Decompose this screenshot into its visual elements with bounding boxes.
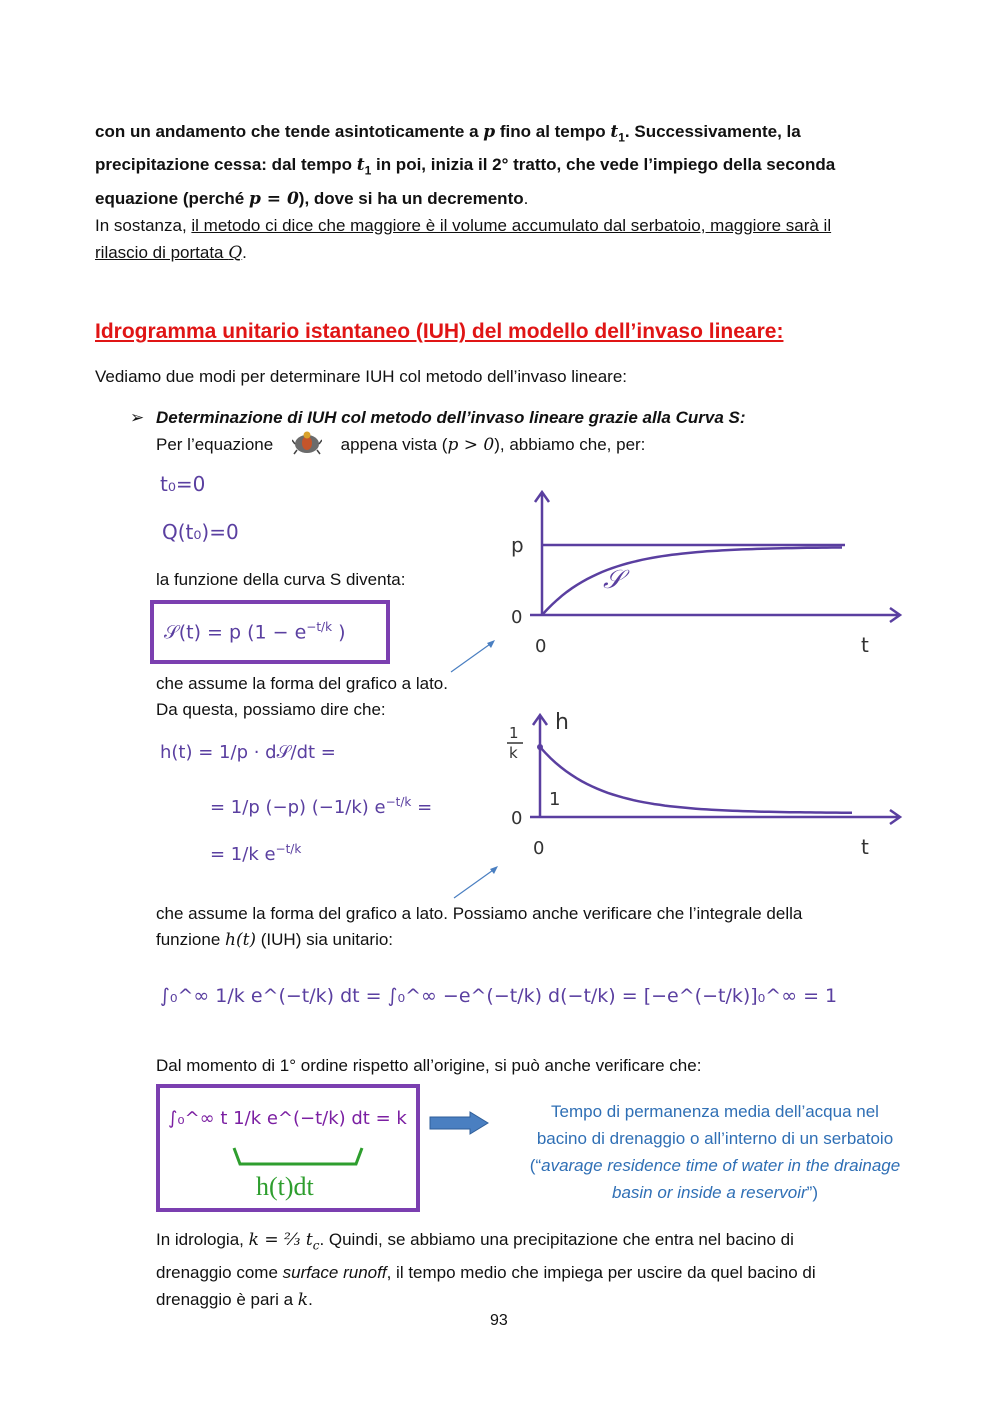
graph1-origin: 0 [511,607,523,628]
graph2-y-num: 1 [509,724,519,742]
graph1-x0: 0 [535,636,547,657]
graph2-ylabel: h [555,710,569,735]
iuh-graph [495,705,915,865]
from-this-text: Da questa, possiamo dire che: [156,700,386,719]
shape-text-2: che assume la forma del grafico a lato. Possiamo anche verificare che l’integrale della [156,904,803,923]
paragraph-1 [95,118,915,213]
graph2-xlabel: t [861,835,869,859]
htdt-label: h(t)dt [256,1172,314,1201]
intro-text: Vediamo due modi per determinare IUH col metodo dell’invaso lineare: [95,367,628,386]
section-heading: Idrogramma unitario istantaneo (IUH) del modello dell’invaso lineare: [95,320,784,343]
shape-text-1: che assume la forma del grafico a lato. [156,674,448,693]
h-derivation-line-1: h(t) = 1/p · d𝒮/dt = [160,742,336,763]
s-curve-graph [495,480,915,660]
bullet-marker: ➢ [130,408,145,427]
paragraph-2: In sostanza, il metodo ci dice che maggiore è il volume accumulato dal serbatoio, maggiore sarà il rilascio di portata Q. [95,216,832,263]
k-paragraph: In idrologia, k = ⅔ $t_c$. Quindi, se abbiamo una precipitazione che entra nel bacino di drenaggio come surface runoff, il tempo medio che impiega per uscire da quel bacino di drenaggio è pari a k. [156,1230,816,1311]
moment-intro: Dal momento di 1° ordine rispetto all’origine, si può anche verificare che: [156,1056,702,1075]
graph1-ylabel: p [511,533,524,557]
graph2-y-den: k [509,744,518,762]
s-curve-intro: la funzione della curva S diventa: [156,570,406,589]
page-number: 93 [490,1312,508,1329]
shape-text-2-line-2: funzione h(t) (IUH) sia unitario: [156,930,394,950]
bullet-line: Per l’equazione appena vista (p > 0), abbiamo che, per: [156,430,645,459]
moment-formula: ∫₀^∞ t 1/k e^(−t/k) dt = k [168,1108,407,1129]
iuh-curve-line [540,747,852,813]
s-curve-formula-box [150,600,390,664]
residence-time-note: Tempo di permanenza media dell’acqua nel bacino di drenaggio o all’interno di un serbatoio (“avarage residence time of water in the drainage basin or inside a reservoir”) [529,1102,901,1202]
graph1-curve-label: 𝒮 [603,565,624,595]
s-curve-line [542,548,842,616]
right-arrow-icon [428,1110,492,1136]
h-derivation-line-2: = 1/p (−p) (−1/k) $e^{-t/k}$ = [210,795,433,818]
arrow-to-graph-2 [448,862,508,902]
graph1-xlabel: t [861,633,869,657]
bullet-title: Determinazione di IUH col metodo dell’invaso lineare grazie alla Curva S: [156,408,746,427]
integral-check: ∫₀^∞ 1/k e^(−t/k) dt = ∫₀^∞ −e^(−t/k) d(−t/k) = [−e^(−t/k)]₀^∞ = 1 [160,985,838,1007]
graph2-origin: 0 [511,808,523,829]
paragraph-1-line-2: precipitazione cessa: dal tempo $t_1$ in poi, inizia il 2° tratto, che vede l’impiego della seconda [95,155,836,178]
arrow-to-graph-1 [445,636,505,676]
paragraph-1-line-3: equazione (perché p = 0), dove si ha un decremento. [95,188,529,209]
paragraph-1-line-1: con un andamento che tende asintoticamente a p fino al tempo $t_1$. Successivamente, la [95,122,801,145]
moment-formula-box [156,1084,420,1212]
moment-bracket [228,1146,368,1170]
handwritten-q0: Q(t₀)=0 [162,520,239,544]
graph2-one: 1 [549,789,561,810]
graph2-x0: 0 [533,838,545,859]
scarab-icon [292,430,322,456]
handwritten-t0: t₀=0 [160,472,206,496]
s-curve-formula: 𝒮(t) = p ($1 - e^{-t/k}$ ) [164,620,346,644]
h-derivation-line-3: = 1/k $e^{-t/k}$ [210,842,302,865]
